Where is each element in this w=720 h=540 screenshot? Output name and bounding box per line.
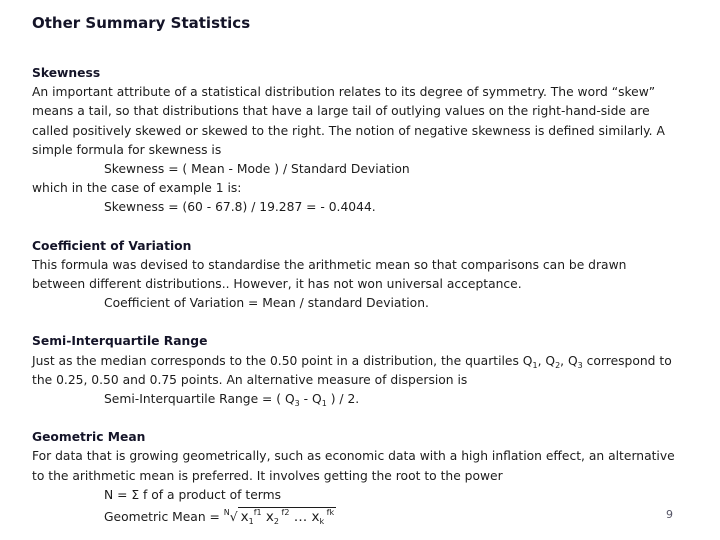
skewness-example: Skewness = (60 - 67.8) / 19.287 = - 0.4044.: [104, 200, 376, 215]
x2-subscript: 2: [273, 517, 279, 527]
slide-content: [32, 64, 682, 527]
x1-superscript: f1: [253, 508, 262, 518]
siqr-comma-2: , Q: [560, 353, 578, 368]
root-index: N: [223, 508, 230, 518]
cov-body: This formula was devised to standardise the arithmetic mean so that comparisons can be drawn between different distributions.. However, it has not won universal acceptance.: [32, 257, 627, 292]
siqr-heading: Semi-Interquartile Range: [32, 334, 208, 349]
formula-q3-subscript: 3: [294, 399, 300, 409]
skewness-heading: Skewness: [32, 66, 101, 80]
x1-term: x: [240, 509, 249, 526]
gm-formula: [32, 505, 682, 527]
formula-q1-subscript: 1: [321, 399, 327, 409]
gm-heading: Geometric Mean: [32, 430, 146, 445]
gm-n-definition: N = Σ f of a product of terms: [104, 487, 282, 502]
skewness-body: An important attribute of a statistical distribution relates to its degree of symmetry. The word “skew” means a tail, so that distributions that have a large tail of outlying values on the right-hand-side are called positively skewed or skewed to the right. The notion of negative skewness is defined similarly. A simple formula for skewness is: [32, 85, 665, 157]
x2-superscript: f2: [278, 508, 290, 518]
siqr-body-start: Just as the median corresponds to the 0.50 point in a distribution, the quartiles Q: [32, 353, 533, 368]
q1-subscript: 1: [532, 360, 538, 370]
root-sign: √: [229, 510, 238, 525]
siqr-formula-end: ) / 2.: [326, 392, 360, 407]
q3-subscript: 3: [577, 360, 583, 370]
siqr-body: [32, 352, 682, 390]
siqr-body-end: correspond to the 0.25, 0.50 and 0.75 points. An alternative measure of dispersion is: [32, 353, 672, 387]
skewness-formula: Skewness = ( Mean - Mode ) / Standard Deviation: [104, 162, 410, 177]
cov-section: [32, 237, 682, 314]
xk-superscript: fk: [324, 508, 335, 518]
siqr-formula-start: Semi-Interquartile Range = ( Q: [104, 392, 295, 407]
radicand: [238, 507, 337, 525]
q2-subscript: 2: [555, 360, 561, 370]
skewness-section: [32, 64, 682, 218]
slide-title: Other Summary Statistics: [32, 14, 251, 32]
skewness-example-intro: which in the case of example 1 is:: [32, 181, 242, 196]
cov-formula: Coefficient of Variation = Mean / standard Deviation.: [104, 296, 429, 311]
xk-subscript: k: [319, 517, 325, 527]
ellipsis-term: … x: [289, 509, 320, 526]
page-number: 9: [666, 508, 673, 521]
x1-subscript: 1: [248, 517, 254, 527]
siqr-formula-mid: - Q: [299, 392, 322, 407]
gm-section: [32, 428, 682, 527]
siqr-formula: [32, 390, 682, 409]
gm-formula-label: Geometric Mean =: [104, 510, 224, 525]
siqr-section: [32, 332, 682, 409]
gm-body: For data that is growing geometrically, such as economic data with a high inflation effect, an alternative to the arithmetic mean is preferred. It involves getting the root to the power: [32, 449, 675, 483]
x2-term: x: [261, 509, 274, 526]
cov-heading: Coefficient of Variation: [32, 238, 192, 253]
siqr-comma-1: , Q: [537, 353, 556, 368]
